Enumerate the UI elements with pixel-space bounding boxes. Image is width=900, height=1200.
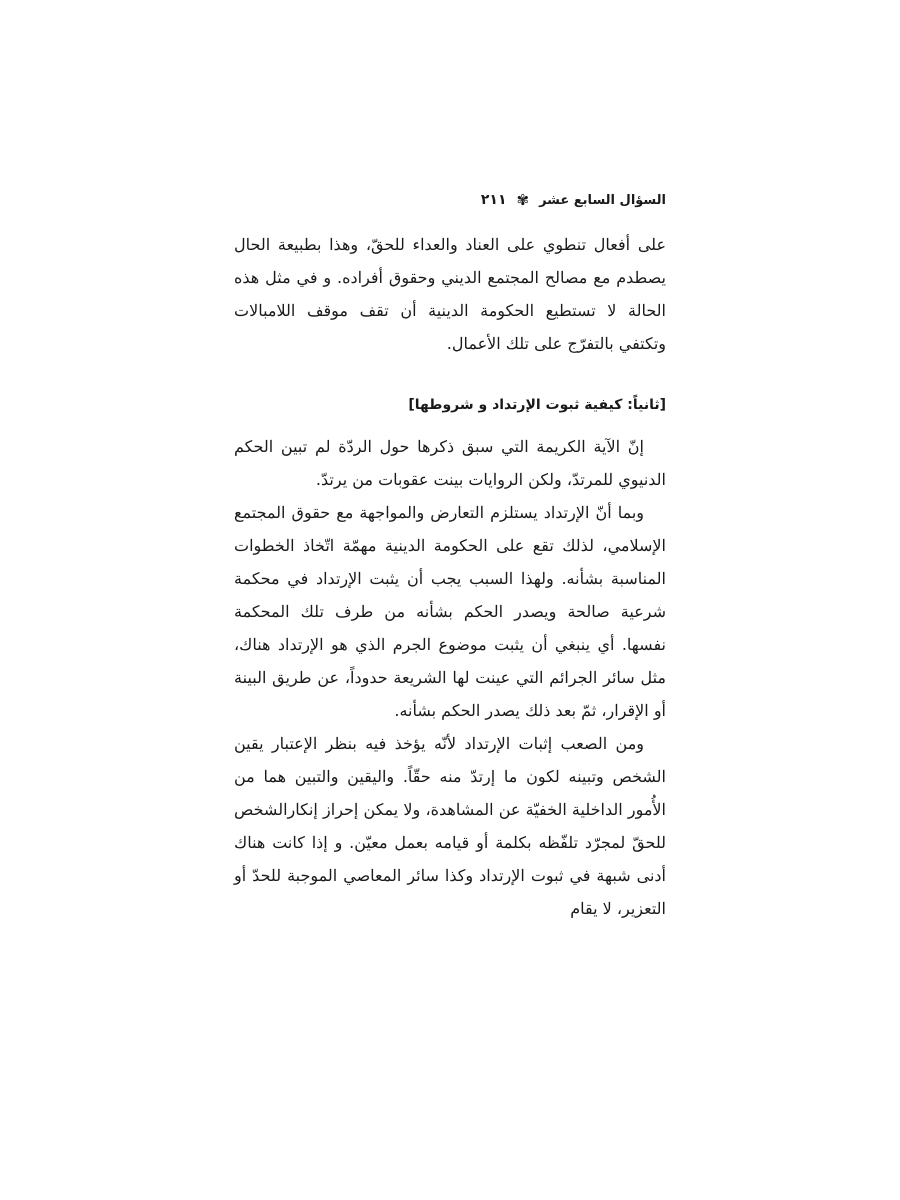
- flower-ornament-icon: ✾: [516, 190, 530, 209]
- chapter-title: السؤال السابع عشر: [539, 192, 666, 208]
- paragraph: وبما أنّ الإرتداد يستلزم التعارض والمواجهة مع حقوق المجتمع الإسلامي، لذلك تقع على الحكومة الدينية مهمّة اتّخاذ الخطوات المناسبة بشأنه. ولهذا السبب يجب أن يثبت الإرتداد في محكمة شرعية صالحة ويصدر الحكم بشأنه من طرف تلك المحكمة نفسها. أي ينبغي أن يثبت موضوع الجرم الذي هو الإرتداد هناك، مثل سائر الجرائم التي عينت لها الشريعة حدوداً، عن طريق البينة أو الإقرار، ثمّ بعد ذلك يصدر الحكم بشأنه.: [234, 503, 666, 720]
- running-header: [234, 188, 666, 212]
- page-number: ٢١١: [480, 192, 507, 208]
- paragraph: إنّ الآية الكريمة التي سبق ذكرها حول الردّة لم تبين الحكم الدنيوي للمرتدّ، ولكن الروايات بينت عقوبات من يرتدّ.: [234, 437, 666, 489]
- paragraph: ومن الصعب إثبات الإرتداد لأنّه يؤخذ فيه بنظر الإعتبار يقين الشخص وتبينه لكون ما إرتدّ منه حقّاً. واليقين والتبين هما من الأُمور الداخلية الخفيّة عن المشاهدة، ولا يمكن إحراز إنكارالشخص للحقّ لمجرّد تلفّظه بكلمة أو قيامه بعمل معيّن. و إذا كانت هناك أدنى شبهة في ثبوت الإرتداد وكذا سائر المعاصي الموجبة للحدّ أو التعزير، لا يقام: [234, 734, 666, 918]
- page-body: [234, 228, 666, 925]
- paragraph-continued: على أفعال تنطوي على العناد والعداء للحقّ، وهذا بطبيعة الحال يصطدم مع مصالح المجتمع الديني وحقوق أفراده. و في مثل هذه الحالة لا تستطيع الحكومة الدينية أن تقف موقف اللامبالات وتكتفي بالتفرّج على تلك الأعمال.: [234, 235, 666, 353]
- section-heading: [ثانياً: كيفية ثبوت الإرتداد و شروطها]: [408, 397, 666, 413]
